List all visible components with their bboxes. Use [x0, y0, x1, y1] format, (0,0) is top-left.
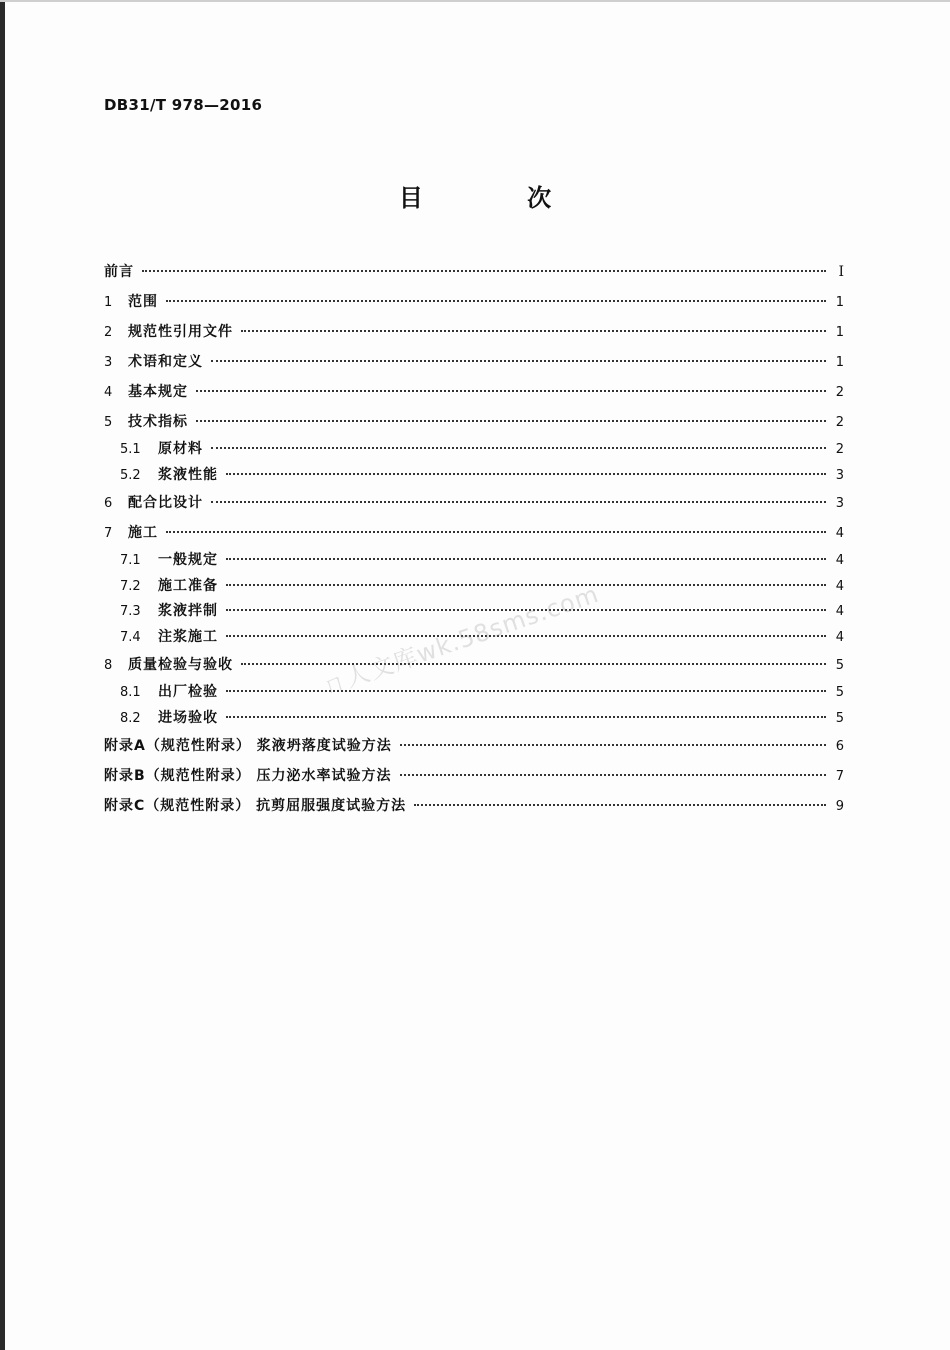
toc-dot-leader	[196, 420, 826, 422]
toc-entry-number: 7	[104, 526, 113, 541]
toc-dot-leader	[226, 584, 826, 586]
toc-entry-page: 1	[835, 325, 844, 340]
watermark: ㄇ人文库wk.58sms.com	[318, 579, 603, 702]
toc-entry-page: 2	[835, 385, 844, 400]
toc-entry-label: 附录B（规范性附录） 压力泌水率试验方法	[104, 768, 392, 784]
toc-entry-number: 8.2	[120, 710, 141, 726]
toc-dot-leader	[400, 774, 826, 776]
toc-entry-label: 出厂检验	[158, 684, 218, 700]
toc-entry-number: 1	[104, 295, 113, 310]
toc-dot-leader	[211, 447, 826, 449]
toc-entry-label: 浆液拌制	[158, 603, 218, 619]
toc-entry[interactable]	[104, 407, 844, 437]
toc-dot-leader	[226, 558, 826, 560]
toc-entry-label: 原材料	[158, 441, 203, 457]
toc-entry-label: 一般规定	[158, 552, 218, 568]
toc-dot-leader	[196, 390, 826, 392]
toc-entry-number: 7.3	[120, 604, 141, 619]
toc-entry-page: 4	[835, 526, 844, 541]
toc-entry[interactable]	[104, 791, 844, 821]
toc-entry-label: 施工	[128, 525, 158, 541]
toc-entry-page: 6	[835, 739, 844, 754]
toc-entry-label: 施工准备	[158, 577, 218, 594]
toc-dot-leader	[166, 300, 826, 302]
toc-entry-label: 配合比设计	[128, 495, 203, 511]
toc-dot-leader	[226, 635, 826, 637]
toc-entry[interactable]	[104, 347, 844, 377]
toc-dot-leader	[211, 360, 826, 362]
toc-entry-label: 基本规定	[128, 384, 188, 400]
toc-entry-number: 8.1	[120, 685, 141, 700]
toc-entry-label: 进场验收	[158, 709, 218, 726]
toc-entry-page: 5	[835, 710, 844, 726]
toc-entry-page: I	[838, 264, 844, 280]
toc-entry-label: 浆液性能	[158, 466, 218, 483]
toc-entry-number: 3	[104, 355, 113, 370]
document-code: DB31/T 978—2016	[104, 96, 263, 114]
toc-entry-number: 5.1	[120, 442, 141, 457]
toc-dot-leader	[226, 609, 826, 611]
toc-entry[interactable]	[104, 599, 844, 625]
toc-dot-leader	[400, 744, 826, 746]
toc-entry-page: 2	[835, 415, 844, 430]
toc-entry[interactable]	[104, 680, 844, 706]
toc-entry[interactable]	[104, 650, 844, 680]
toc-entry[interactable]	[104, 548, 844, 574]
toc-entry[interactable]	[104, 287, 844, 317]
toc-entry-number: 7.1	[120, 553, 141, 568]
toc-entry-page: 3	[835, 467, 844, 483]
toc-entry-number: 5.2	[120, 467, 141, 483]
toc-dot-leader	[226, 690, 826, 692]
toc-entry[interactable]	[104, 488, 844, 518]
toc-entry-label: 前言	[104, 264, 134, 280]
toc-entry-label: 附录A（规范性附录） 浆液坍落度试验方法	[104, 738, 392, 754]
toc-entry-page: 5	[835, 658, 844, 673]
scan-edge-top	[0, 0, 950, 2]
toc-dot-leader	[226, 473, 826, 475]
toc-entry-page: 4	[835, 578, 844, 594]
toc-entry-number: 5	[104, 415, 113, 430]
toc-entry-page: 4	[835, 604, 844, 619]
toc-entry-label: 技术指标	[128, 414, 188, 430]
toc-dot-leader	[226, 716, 826, 718]
toc-entry-label: 范围	[128, 294, 158, 310]
toc-entry-label: 注浆施工	[158, 628, 218, 645]
toc-entry[interactable]	[104, 518, 844, 548]
toc-entry-label: 质量检验与验收	[128, 657, 233, 673]
toc-entry[interactable]	[104, 257, 844, 287]
toc-entry[interactable]	[104, 625, 844, 651]
toc-entry-number: 8	[104, 658, 113, 673]
toc-dot-leader	[142, 270, 826, 272]
toc-dot-leader	[414, 804, 826, 806]
toc-entry-number: 4	[104, 385, 113, 400]
toc-entry-page: 4	[835, 553, 844, 568]
toc-entry-page: 1	[835, 355, 844, 370]
toc-entry[interactable]	[104, 437, 844, 463]
toc-entry-page: 5	[835, 685, 844, 700]
toc-entry[interactable]	[104, 574, 844, 600]
toc-entry[interactable]	[104, 761, 844, 791]
toc-entry[interactable]	[104, 377, 844, 407]
toc-entry-page: 2	[835, 442, 844, 457]
toc-entry-number: 7.4	[120, 629, 141, 645]
toc-entry-page: 9	[835, 799, 844, 814]
table-of-contents	[104, 257, 844, 821]
toc-dot-leader	[211, 501, 826, 503]
toc-entry-number: 6	[104, 496, 113, 511]
toc-entry-page: 3	[835, 496, 844, 511]
toc-entry[interactable]	[104, 317, 844, 347]
page-title: 目 次	[398, 184, 600, 212]
toc-entry[interactable]	[104, 463, 844, 489]
toc-dot-leader	[241, 330, 826, 332]
toc-entry-number: 2	[104, 325, 113, 340]
toc-entry-label: 术语和定义	[128, 354, 203, 370]
toc-entry-page: 4	[835, 629, 844, 645]
toc-entry-label: 规范性引用文件	[128, 324, 233, 340]
toc-dot-leader	[241, 663, 826, 665]
toc-dot-leader	[166, 531, 826, 533]
toc-entry[interactable]	[104, 731, 844, 761]
toc-entry[interactable]	[104, 706, 844, 732]
toc-entry-number: 7.2	[120, 578, 141, 594]
toc-entry-label: 附录C（规范性附录） 抗剪屈服强度试验方法	[104, 798, 407, 814]
toc-entry-page: 1	[835, 295, 844, 310]
toc-entry-page: 7	[835, 769, 844, 784]
